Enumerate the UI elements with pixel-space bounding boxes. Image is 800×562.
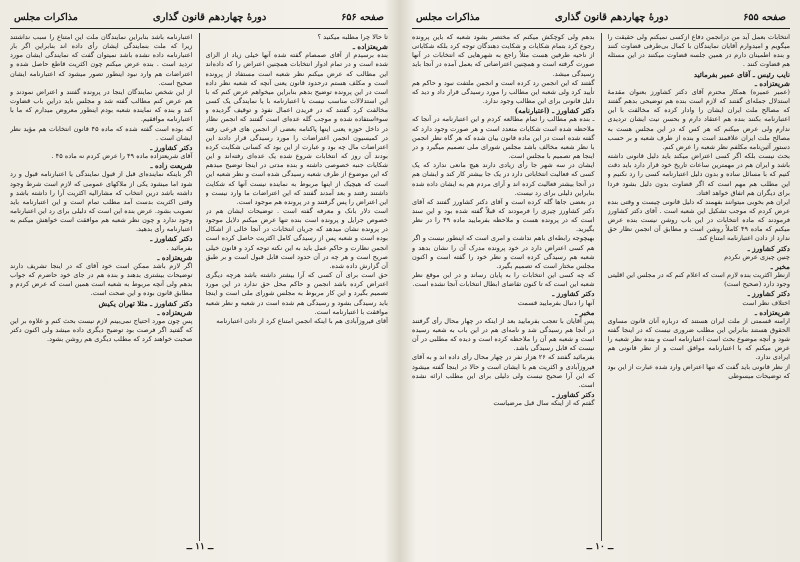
- paragraph: گفتم که از اینکه سال قبل مرضیاست: [493, 399, 595, 408]
- paragraph: که چه کسی این انتخابات را به پایان رساند و در این موقع نظر شعبه این است که تا کنون تقاضای ابطال انتخابات آنجا نشده است.: [412, 271, 595, 289]
- speaker-name: دکتر کشاورز ـ: [552, 390, 595, 400]
- speaker-name: شریعت زاده ـ: [150, 161, 193, 171]
- speaker-name: دکتر کشاورز ـ (اعتبارنامه): [514, 106, 595, 116]
- speaker-name: شریعتزاده ـ: [157, 252, 193, 262]
- speaker-name: مخبر ـ: [575, 307, 595, 317]
- paragraph: چنین چیزی عرض نکردم: [724, 252, 790, 261]
- paragraph: بفرمائید .: [166, 243, 193, 252]
- paragraph: بفرمائید گفتند که ۲۶ هزار نفر در چهار محال رأی داده اند و به آقای فیروزآبادی و اکثریت هم با ایشان است و حالا در اینجا گفته میشود که این آرا صحیح نیست ولی دلیلی برای این مطلب ارائه نشده است.: [412, 353, 595, 389]
- paragraph: اعتبارنامه باشد بنابراین نمایندگان ملت این امتناع را سبب نداشتند زیرا که ملت بنمایندگی ایشان رأی داده اند بنابراین اگر بار اعتبارنامه داده نشده باشد نمیتوان گفت که نمایندگی ایشان مورد تردید است . بنده عرض میکنم چون اکثریت قاطع حاصل شده و اعتراضات هم وارد نبود اینطور تصور میشود که اعتبارنامه ایشان صحیح است.: [10, 33, 193, 87]
- paragraph: اگر لازم باشد ممکن است خود آقای که در اینجا تشریف دارند توضیحات بیشتری بدهند و بنده هم در جای خود حاضرم که جواب بدهم ولی آنچه مربوط به شعبه است همین است که عرض کردم و مطابق قانون بوده و این صحت است.: [10, 261, 193, 298]
- page-footer-number: ــ ۱۰ ــ: [586, 542, 614, 552]
- paragraph: است دلار بانک و معرفه گفته است . توضیحات ایشان هم در خصوص جرایل و پرونده است بنده تنها عرض میکنم دلایل موجود در پرونده نشان میدهد که جریان انتخابات در آنجا خالی از اشکال بوده است و شعبه پس از رسیدگی کامل اکثریت حاصل کرده است انجمن نظارت و حاکم عمل باید به این نکته توجه کرد و قانون خیلی صریح است و هر چه در آن حدود است قابل قبول است و بر طبق آن گزارش داده شده.: [205, 206, 388, 270]
- paragraph: بهیچوجه رابطه‌ای باهم نداشت و امری است که اینطور نیست و اگر هم کسی اعتراض دارد در خود پرونده مدرک آن را نشان بدهد و شعبه هم رسیدگی کرده است و نظر خود را گفته است و اکنون مجلس مختار است که تصمیم بگیرد.: [412, 234, 595, 270]
- speaker-name: دکتر کشاورز ـ: [747, 289, 790, 299]
- paragraph: بدهم ولی کوچکش میکنم که مختصر بشود شعبه که باین پرونده رجوع کرد بتمام شکایات و شکایت دهندگان توجه کرد بلکه شکایاتی از ناحیه طرفین هست مثلاً راجع به شهرهایی که انتخابات در آنها صورت گرفته است و همچنین اعتراضاتی که بعمل آمده در آنجا باید رسیدگی میشد.: [412, 33, 595, 78]
- paragraph: پس چون مورد احتیاج نمی‌بینم لازم نیست بحث کنم و علاوه بر این که گفتید اگر فرصت بود توضیح دیگری داده میشد ولی اکنون دکتر صحبت خواهند کرد که مطلب دیگری هم روشن بشود.: [10, 316, 193, 344]
- speaker-name: دکتر کشاورز ـ: [150, 142, 193, 152]
- paragraph: از این شخص نمایندگان اینجا در پرونده گفتند و اعتراض نمودند و هم عرض کنم مطالب گفته شد و مجلس باید دراین باب قضاوت کند و بنده که نماینده شعبه بودم اینطور معروض میدارم که ما با اعتبارنامه موافقیم.: [10, 87, 193, 124]
- paragraph: حق است برای آن کسی که آرا بیشتر داشته باشد هرچه دیگری اعتراض کرده باشد انجمن و حاکم محل حق ندارد در این مورد تصمیم بگیرد و این کار مربوط به مجلس شورای ملی است و اینجا باید رسیدگی بشود و رسیدگی هم شده است در شعبه و نظر شعبه موافقت با اعتبارنامه است.: [205, 271, 388, 316]
- speaker-name: شریعتزاده ـ: [352, 42, 388, 52]
- speaker-name: شریعتزاده ـ: [157, 307, 193, 317]
- speaker-name: دکتر کشاورز ـ: [552, 289, 595, 299]
- paragraph: تا حالا چرا مطلبه میکنید ؟: [317, 33, 388, 41]
- paragraph: بنده برسیدم از آقای صمصام گفته شده آنها خیلی زیاد از الزای شده است و در تمام ادوار انتخابات همچنین اعتراض را که داده‌اند این مطالب که عرض میکنم نظر شعبه است مستفاد از پرونده است و مکلف هستم درحدود قانون یعنی آنچه که شعبه نظر داده است در این پرونده توضیح بدهم بنابراین میخواهم عرض کنم که با این استدلالات مناسب نیست با اعتبارنامه با یا نمایندگی یک کسی مخالفت کرد گفتند که در فریدن اعمال نفوذ و توقیف گردیده و سوءاستفاده شده و موجب گله عده‌ای است گفتند که انجمن نظار در داخل حوزه یعنی اینها پاکنامه بعضی از انجمن های فرعی رفته در کمیسیون انجمن اعتراضات را مورد رسیدگی قرار دادند این اعتراضات مال چه بود و عبارت از این بود که کسانی شکایت کرده بودند آن روز که انتخابات شروع شده یک عده‌ای رفته‌اند و این شکایات جنبه خصوصی داشته و بنده مدتی در اینجا توضیح میدهم که این موضوع از طرف شعبه رسیدگی شده است و نظر شعبه این است که هیچیک از اینها مربوط به نماینده نیست آنها که شکایت داشتند رفتند و بعد آمدند گفتند که این اعتراضات ما وارد نیست و این اعتراض را پس گرفتند و در پرونده هم موجود است.: [205, 51, 388, 206]
- speaker-name: دکتر کشاورز ـ مثلا تهران یکیش: [98, 298, 193, 308]
- paragraph: بحث نیست بلکه اگر کسی اعتراض میکند باید دلیل قانونی داشته باشد و ایران هم در مهمترین ساعات تاریخ خود قرار دارد باید دقت کنیم که با مسائل ساده و بدون دلیل اعتبارنامه کسی را رد نکنیم و این مطلب هم مهم است که اگر قضاوت بدون دلیل بشود فردا برای دیگران هم اتفاق خواهد افتاد.: [607, 152, 790, 197]
- paragraph: ایران هم بخوبی میتوانند بفهمند که دلیل قانونی چیست و وقتی بنده عرض کردم که موجب تشکیل این شعبه است . آقای دکتر کشاورز فرمودند که ماده انتخابات در این باب روشن نیست بنده عرض میکنم که ماده ۴۹ کاملاً روشن است و مطابق آن انجمن نظار حق ندارد از دادن اعتبارنامه امتناع کند.: [607, 197, 790, 243]
- speaker-name: دکتر کشاورز ـ: [150, 234, 193, 244]
- paragraph: اختلاف نظر است: [742, 298, 790, 307]
- paragraph: آنها را دنبال بفرمایید قسمت: [517, 298, 595, 307]
- column-divider: [199, 33, 200, 541]
- paragraph: (عمیر عمیره) همکار محترم آقای دکتر کشاورز بعنوان مقدمهٔ استدلال جمله‌ای گفتند که لازم است بنده هم توضیحی بدهم گفتند که مصالح ملت ایران ایشان را وادار کرده که مخالفت با این اعتبارنامه بکنند بنده هم اعتقاد دارم و بحسن نیت ایشان تردیدی ندارم ولی عرض میکنم که هر کس که در این مجلس هست به مصالح ملت ایران علاقمند است و بنده از طرف شعبه و بر حسب دستور آئین‌نامه مکلفم نظر شعبه را عرض کنم.: [607, 87, 790, 151]
- page-655: [404, 6, 796, 554]
- paragraph: اگر باینکه نماینده‌ای قبل از قبول نمایندگی یا اعتبارنامه قبول و رد شود اما میشود یکی از ملاکهای عمومی که لازم است شرط وجود داشته باشد درین انتخاب که مشارالیه اکثریت آرا را داشته باشد و وقتی اکثریت بدست آمد مطلب تمام است و این اعتبارنامه باید تصویب بشود. عرض بنده این است که دلیلی برای رد این اعتبارنامه وجود ندارد و چون نظر شعبه هم موافقت است خواهش میکنم به اعتبارنامه رأی بدهید.: [10, 170, 193, 234]
- speaker-name: دکتر کشاورز ـ: [747, 243, 790, 253]
- column-divider: [601, 33, 602, 541]
- paragraph: ارامنه قسمتی از ملت ایران هستند که درباره آنان قانون مساوی الحقوق هستند بنابراین این مطلب ضروری نیست که در اینجا گفته شود و آنچه موضوع بحث است اعتبارنامه است و بنده نظر شعبه را عرض میکنم که با اعتبارنامه موافق است و از نظر قانونی هم ایرادی ندارد.: [607, 316, 790, 362]
- header-title: دورهٔ چهاردهم قانون گذاری: [152, 11, 267, 23]
- page-header: [412, 6, 790, 29]
- column-right: [608, 33, 791, 541]
- header-section: مذاکرات مجلس: [416, 11, 480, 23]
- page-number-label: صفحه ۶۵۶: [341, 11, 384, 23]
- paragraph: پس آقایان با تعجب بفرمایید بعد از اینکه در چهار محال رأی گرفتند در آنجا هم رسیدگی شد و نامه‌ای هم در این باب به شعبه رسیده است و شعبه هم آن را ملاحظه کرده است و دیده که مطلبی در آن نیست که قابل رسیدگی باشد.: [412, 316, 595, 353]
- page-656: [4, 6, 396, 554]
- speaker-name: شریعتزاده ـ: [754, 307, 790, 317]
- paragraph: آقای شریعتزاده ماده ۴۹ را عرض کردم نه ماده ۴۵ .: [51, 152, 193, 161]
- page-header: [10, 6, 388, 29]
- paragraph: آقای فیروزآبادی هم با اینکه انجمن امتناع کرد از دادن اعتبارنامه: [216, 316, 388, 325]
- paragraph: ـ بنده هم مطالب را تمام مطالعه کردم و این اعتبارنامه در آنجا که ملاحظه شده است شکایات متعدد است و هر صورت وجود دارد که گفته شده است در این ماده قانون بیان شده که هر گاه نظر انجمن با نظر شعبه مخالف باشد مجلس شورای ملی تصمیم میگیرد و در اینجا هم تصمیم با مجلس است.: [412, 115, 595, 161]
- column-right: [206, 33, 389, 541]
- page-number-label: صفحه ۶۵۵: [743, 11, 786, 23]
- paragraph: انتخابات بعمل آید من درانجمن دفاع ازکسی نمیکنم ولی حقیقت را میگویم و امیدوارم آقایان نمایندگان با کمال بی‌طرفی قضاوت کنند و بنده اطمینان دارم در همین جلسه قضاوت میکنند در این مسئله هم قضاوت کنند .: [607, 33, 790, 69]
- text-columns: [10, 33, 388, 541]
- paragraph: ایشان در سه شهر جا رأی زیادی دارند هیچ مانعی ندارد که یک کسی که فعالیت انتخاباتی دارد در یک جا بیشتر کار کند و ایشان هم در آنجا بیشتر فعالیت کرده اند و آرای مردم هم به ایشان داده شده بنابراین دلیلی برای رد نیست.: [412, 161, 595, 197]
- paragraph: که بوده است گفته شده که ماده ۴۵ قانون انتخابات هم مؤید نظر ایشان است .: [10, 124, 193, 142]
- paragraph: از نظر قانونی باید گفت که تنها اعتراض وارد شده عبارت از این بود که توضیحات میسوطی: [607, 362, 790, 380]
- column-left: [412, 33, 595, 541]
- text-columns: [412, 33, 790, 541]
- speaker-name: نایب رئیس ـ آقای عمیر بفرمائید: [693, 69, 790, 79]
- paragraph: در بعضی جاها گله کرده است و آقای دکتر کشاورز گفتند که آقای دکتر کشاورز چیزی را فرمودند که قبلاً گفته شده بود و این سند است که در پرونده هست و ملاحظه بفرمایید ماده ۴۹ را در نظر بگیرید.: [412, 197, 595, 234]
- header-title: دورهٔ چهاردهم قانون گذاری: [554, 11, 669, 23]
- speaker-name: مخبر ـ: [770, 261, 790, 271]
- header-section: مذاکرات مجلس: [14, 11, 78, 23]
- speaker-name: شریعتزاده ـ: [754, 78, 790, 88]
- column-left: [10, 33, 193, 541]
- paragraph: گفتند که این انجمن رد کرده است و انجمن ملتفت نبود و حاکم هم تأیید کرد ولی شعبه این مطالب را مورد رسیدگی قرار داد و دید که دلیل قانونی برای این مطالب وجود ندارد.: [412, 78, 595, 106]
- paragraph: ازنظر اکثریت بنده لازم است که اعلام کنم که در مجلس این اقلیتی وجود دارد (صحیح است): [607, 271, 790, 289]
- page-footer-number: ــ ۱۱ ــ: [186, 542, 214, 552]
